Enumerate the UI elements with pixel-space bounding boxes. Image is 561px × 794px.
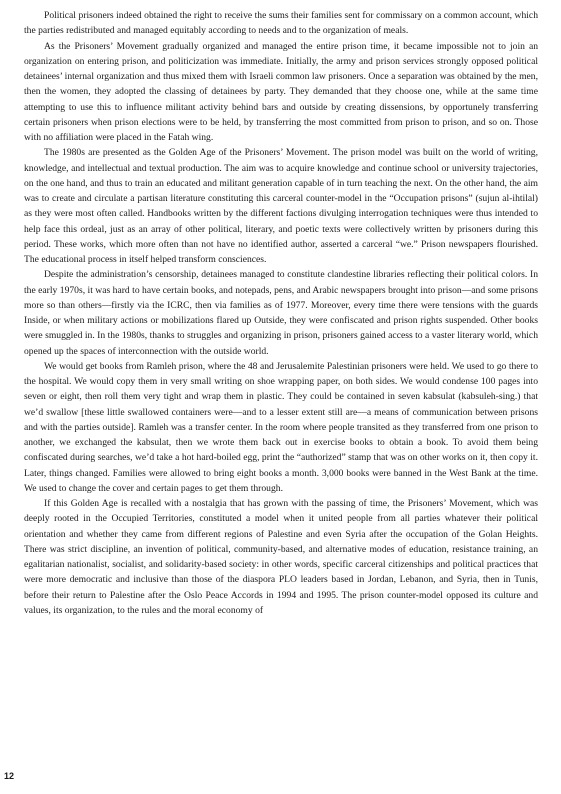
paragraph-counter-model: If this Golden Age is recalled with a nostalgia that has grown with the passing of time, the Prisoners’ Movement, which was deeply rooted in the Occupied Territories, constituted a model when it united people from all parties whatever their political orientation and whether they came from different regions of Palestine and even Syria after the occupation of the Golan Heights. There was strict discipline, an invention of political, community-based, and alternative modes of education, resistance training, an egalitarian nationalist, socialist, and solidarity-based society: in other words, specific carceral citizenships and political practices that were more democratic and inclusive than those of the diaspora PLO leaders based in Jordan, Lebanon, and Syria, then in Tunis, before their return to Palestine after the Oslo Peace Accords in 1994 and 1995. The prison counter-model opposed its culture and values, its organization, to the rules and the moral economy of [24, 498, 538, 616]
paragraph-ramleh-testimony: We would get books from Ramleh prison, where the 48 and Jerusalemite Palestinian prisoners were held. We used to go there to the hospital. We would copy them in very small writing on shoe wrapping paper, on both sides. We would condense 100 pages into seven or eight, then roll them very tight and wrap them in plastic. They could be contained in seven kabsulat (kabsuleh-sing.) that we’d swallow [these little swallowed containers were—and to a lesser extent still are—a means of communication between prisons and with the parties outside]. Ramleh was a transfer center. In the room where people transited as they transferred from one prison to another, we exchanged the kabsulat, then we wrote them back out in exercise books to obtain a book. To avoid them being confiscated during searches, we’d take a hot hard-boiled egg, print the “authorized” stamp that was on other works on it, then copy it. Later, things changed. Families were allowed to bring eight books a month. 3,000 books were banned in the West Bank at the time. We used to change the cover and certain pages to get them through. [24, 360, 538, 494]
paragraph-commissary: Political prisoners indeed obtained the right to receive the sums their families sent for commissary on a common account, which the parties redistributed and managed equitably according to needs and to the organization of meals. [24, 10, 538, 37]
paragraph-prisoners-movement-organization: As the Prisoners’ Movement gradually organized and managed the entire prison time, it became impossible not to join an organization on entering prison, and politicization was immediate. Initially, the army and prison services strongly opposed political detainees’ internal organization and thus mixed them with Israeli common law prisoners. Once a separation was obtained by the men, then the women, they adopted the classing of detainees by party. They demanded that they choose one, while at the same time attempting to use this to influence militant activity behind bars and outside by creating dissensions, by opportunely transferring certain prisoners when prison elections were to be held, by transferring the most committed from prison to prison, and so on. Those with no affiliation were placed in the Fatah wing. [24, 40, 538, 143]
document-body [24, 8, 538, 618]
paragraph-golden-age: The 1980s are presented as the Golden Age of the Prisoners’ Movement. The prison model was built on the world of writing, knowledge, and intellectual and textual production. The aim was to acquire knowledge and continue school or university trajectories, on the one hand, and thus to train an educated and militant generation capable of in turn teaching the next. On the other hand, the aim was to create and circulate a partisan literature constituting this carceral counter-model in the “Occupation prisons” (sujun al-ihtilal) as they were most often called. Handbooks written by the different factions divulging interrogation techniques were thus intended to help face this ordeal, just as an array of other political, literary, and poetic texts were collectively written by prisoners during this period. These works, which more often than not have no identified author, asserted a carceral “we.” Prison newspapers flourished. The educational process in itself helped transform consciences. [24, 147, 538, 265]
page-number: 12 [4, 771, 15, 781]
paragraph-clandestine-libraries: Despite the administration’s censorship, detainees managed to constitute clandestine libraries reflecting their political colors. In the early 1970s, it was hard to have certain books, and notepads, pens, and Arabic newspapers brought into prison—and some prisons more so than others—firstly via the ICRC, then via families as of 1977. Moreover, every time there were tensions with the guards Inside, or when military actions or mobilizations flared up Outside, they were confiscated and prison rights suspended. Other books were smuggled in. In the 1980s, thanks to struggles and organizing in prison, prisoners gained access to a vaster literary world, which opened up the spaces of interconnection with the outside world. [24, 269, 538, 357]
